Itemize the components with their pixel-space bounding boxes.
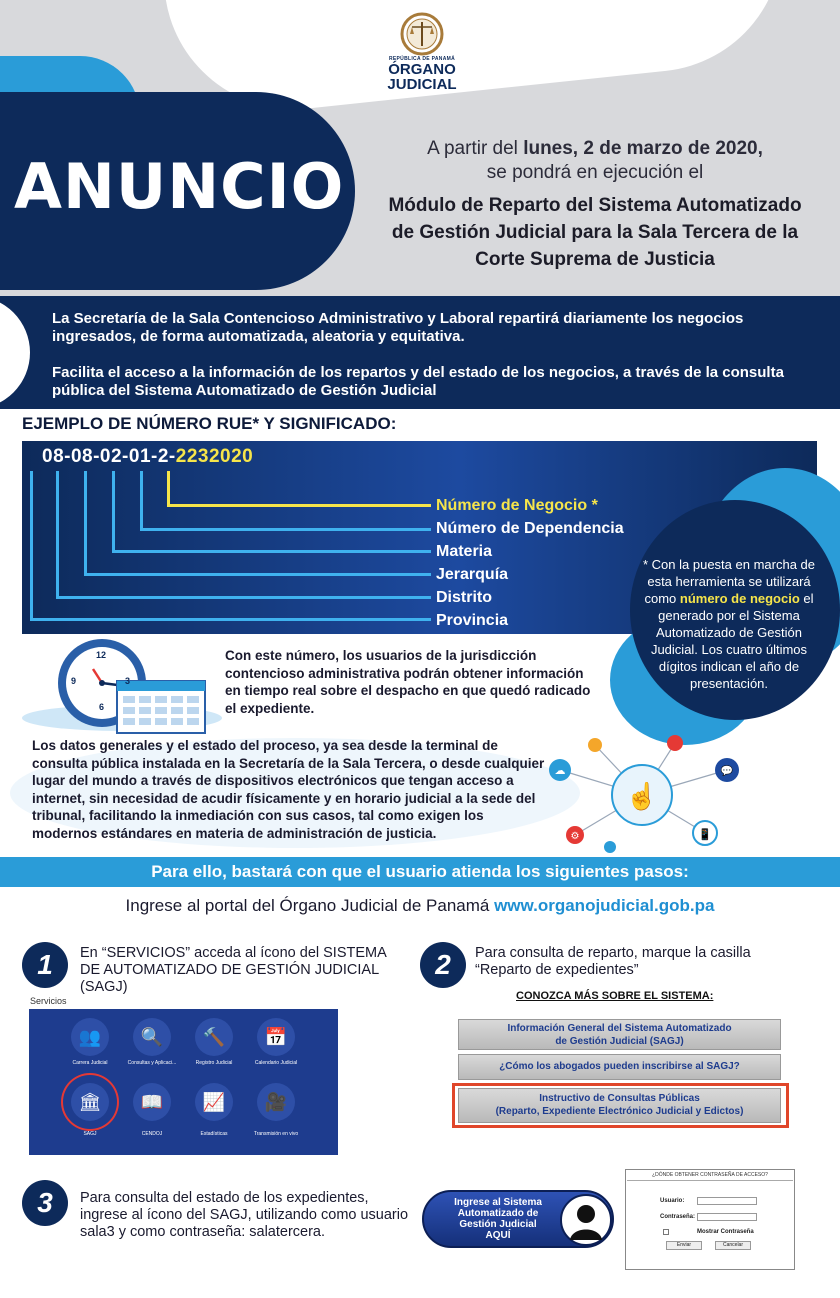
- rue-label-dependencia: Número de Dependencia: [436, 520, 624, 537]
- logo-country: REPÚBLICA DE PANAMÁ: [389, 56, 455, 62]
- service-registro-judicial[interactable]: 🔨 Registro Judicial: [186, 1018, 242, 1066]
- user-avatar-icon: [560, 1194, 612, 1246]
- intro-date: lunes, 2 de marzo de 2020,: [523, 138, 763, 159]
- step-3-text: Para consulta del estado de los expedientes, ingrese al ícono del SAGJ, utilizando como usuario sala3 y como contraseña: salatercera.: [80, 1190, 409, 1240]
- band-paragraph-2: Facilita el acceso a la información de los repartos y del estado de los negocios, a través de la consulta pública del Sistema Automatizado de Gestión Judicial: [52, 364, 784, 399]
- footnote-pre: * Con la puesta en marcha de esta herramienta se utilizará como: [643, 557, 815, 606]
- login-enter-button[interactable]: Enviar: [666, 1241, 702, 1250]
- abogados-inscribirse-button[interactable]: ¿Cómo los abogados pueden inscribirse al SAGJ?: [458, 1054, 781, 1080]
- band-paragraph-1: La Secretaría de la Sala Contencioso Administrativo y Laboral repartirá diariamente los negocios ingresados, de forma automatizada, aleatoria y equitativa.: [52, 310, 744, 345]
- rue-label-materia: Materia: [436, 543, 493, 560]
- highlight-frame: [452, 1083, 789, 1128]
- book-icon: 📖: [133, 1083, 171, 1121]
- footnote-text: [636, 556, 822, 692]
- clock-6: 6: [99, 702, 105, 712]
- touch-network-illustration: [535, 735, 750, 857]
- step-2-number: 2: [420, 942, 466, 988]
- intro-line2: se pondrá en ejecución el: [486, 162, 704, 183]
- rue-label-jerarquia: Jerarquía: [436, 566, 509, 583]
- portal-line: [0, 896, 840, 916]
- anuncio-title: ANUNCIO: [14, 150, 345, 223]
- clock-9: 9: [71, 676, 77, 686]
- intro-module-line3: Corte Suprema de Justicia: [475, 249, 715, 270]
- login-user-input[interactable]: [697, 1197, 757, 1205]
- gavel-icon: 🔨: [195, 1018, 233, 1056]
- courthouse-icon: 🏛: [71, 1083, 109, 1121]
- step-3-number: 3: [22, 1180, 68, 1226]
- rue-section-title: EJEMPLO DE NÚMERO RUE* Y SIGNIFICADO:: [22, 414, 397, 433]
- login-cancel-button[interactable]: Cancelar: [715, 1241, 751, 1250]
- rue-label-negocio: Número de Negocio *: [436, 497, 598, 514]
- info-paragraph-2: Los datos generales y el estado del proceso, ya sea desde la terminal de consulta pública instalada en la Secretaría de la Sala Tercera, o desde cualquier lugar del mundo a través de dispositivos electrónicos que tengan acceso a internet, sin necesidad de acudir físicamente y en horario judicial a la sede del tribunal, facilitando la inmediación con sus casos, tal como exigen los modernos estándares en materia de administración de justicia.: [32, 738, 545, 841]
- portal-link[interactable]: www.organojudicial.gob.pa: [494, 896, 715, 915]
- search-icon: 🔍: [133, 1018, 171, 1056]
- organo-judicial-logo: [386, 12, 458, 92]
- service-cendoj[interactable]: 📖 CENDOJ: [124, 1083, 180, 1137]
- video-icon: 🎥: [257, 1083, 295, 1121]
- login-pass-input[interactable]: [697, 1213, 757, 1221]
- service-sagj[interactable]: 🏛 SAGJ: [62, 1083, 118, 1137]
- login-divider: [627, 1180, 793, 1181]
- calendar-icon: 📅: [257, 1018, 295, 1056]
- clock-3: 3: [125, 676, 131, 686]
- clock-calendar-illustration: [55, 636, 215, 736]
- portal-text: Ingrese al portal del Órgano Judicial de Panamá: [125, 896, 495, 915]
- services-label: Servicios: [30, 996, 67, 1006]
- svg-text:💬: 💬: [720, 766, 734, 777]
- group-icon: 👥: [71, 1018, 109, 1056]
- login-user-label: Usuario:: [660, 1198, 685, 1204]
- footnote-post: el generado por el Sistema Automatizado de Gestión Judicial. Los cuatro últimos dígitos indican el año de presentación.: [650, 591, 814, 691]
- step-2-text: Para consulta de reparto, marque la casilla “Reparto de expedientes”: [475, 945, 751, 978]
- step-1-text: En “SERVICIOS” acceda al ícono del SISTEMA DE AUTOMATIZADO DE GESTIÓN JUDICIAL (SAGJ): [80, 945, 386, 995]
- steps-band-text: Para ello, bastará con que el usuario atienda los siguientes pasos:: [151, 862, 689, 881]
- rue-number-highlight: 2232020: [175, 446, 254, 467]
- instructivo-consultas-button[interactable]: Instructivo de Consultas Públicas (Reparto, Expediente Electrónico Judicial y Edictos): [458, 1088, 781, 1123]
- conozca-title: CONOZCA MÁS SOBRE EL SISTEMA:: [516, 990, 714, 1002]
- intro-module-line2: de Gestión Judicial para la Sala Tercera de la: [391, 222, 799, 243]
- intro-module-line1: Módulo de Reparto del Sistema Automatizado: [388, 195, 802, 216]
- sagj-enter-label: Ingrese al Sistema Automatizado de Gestión Judicial AQUÍ: [454, 1197, 542, 1241]
- clock-12: 12: [96, 650, 107, 660]
- rue-label-provincia: Provincia: [436, 612, 509, 629]
- login-pass-label: Contraseña:: [660, 1214, 696, 1220]
- logo-line2: JUDICIAL: [387, 76, 457, 93]
- info-general-button[interactable]: Información General del Sistema Automatizado de Gestión Judicial (SAGJ): [458, 1019, 781, 1050]
- footnote-highlight: número de negocio: [679, 591, 800, 606]
- rue-label-distrito: Distrito: [436, 589, 492, 606]
- svg-text:☝: ☝: [625, 781, 659, 811]
- service-estadisticas[interactable]: 📈 Estadísticas: [186, 1083, 242, 1137]
- info-paragraph-1: Con este número, los usuarios de la jurisdicción contencioso administrativa podrán obtener información en tiempo real sobre el despacho en que quedó radicado el expediente.: [225, 648, 591, 716]
- intro-pre: A partir del: [427, 138, 524, 159]
- rue-number-prefix: 08-08-02-01-2-: [42, 446, 176, 467]
- show-password-label: Mostrar Contraseña: [697, 1229, 754, 1235]
- service-carrera-judicial[interactable]: 👥 Carrera Judicial: [62, 1018, 118, 1066]
- svg-text:⚙: ⚙: [570, 831, 580, 842]
- rue-number: [42, 446, 253, 468]
- logo-line1: ÓRGANO: [388, 61, 456, 78]
- intro-text: [360, 138, 830, 273]
- chart-icon: 📈: [195, 1083, 233, 1121]
- service-consultas[interactable]: 🔍 Consultas y Aplicaci...: [124, 1018, 180, 1066]
- service-transmision[interactable]: 🎥 Transmisión en vivo: [248, 1083, 304, 1137]
- svg-text:☁: ☁: [554, 765, 566, 777]
- step-1-number: 1: [22, 942, 68, 988]
- bracket-provincia: [30, 471, 431, 621]
- show-password-checkbox[interactable]: [663, 1229, 669, 1235]
- service-calendario-judicial[interactable]: 📅 Calendario Judicial: [248, 1018, 304, 1066]
- login-title[interactable]: ¿DÓNDE OBTENER CONTRASEÑA DE ACCESO?: [652, 1172, 768, 1178]
- justice-seal-icon: [397, 12, 447, 56]
- svg-text:📱: 📱: [698, 829, 712, 841]
